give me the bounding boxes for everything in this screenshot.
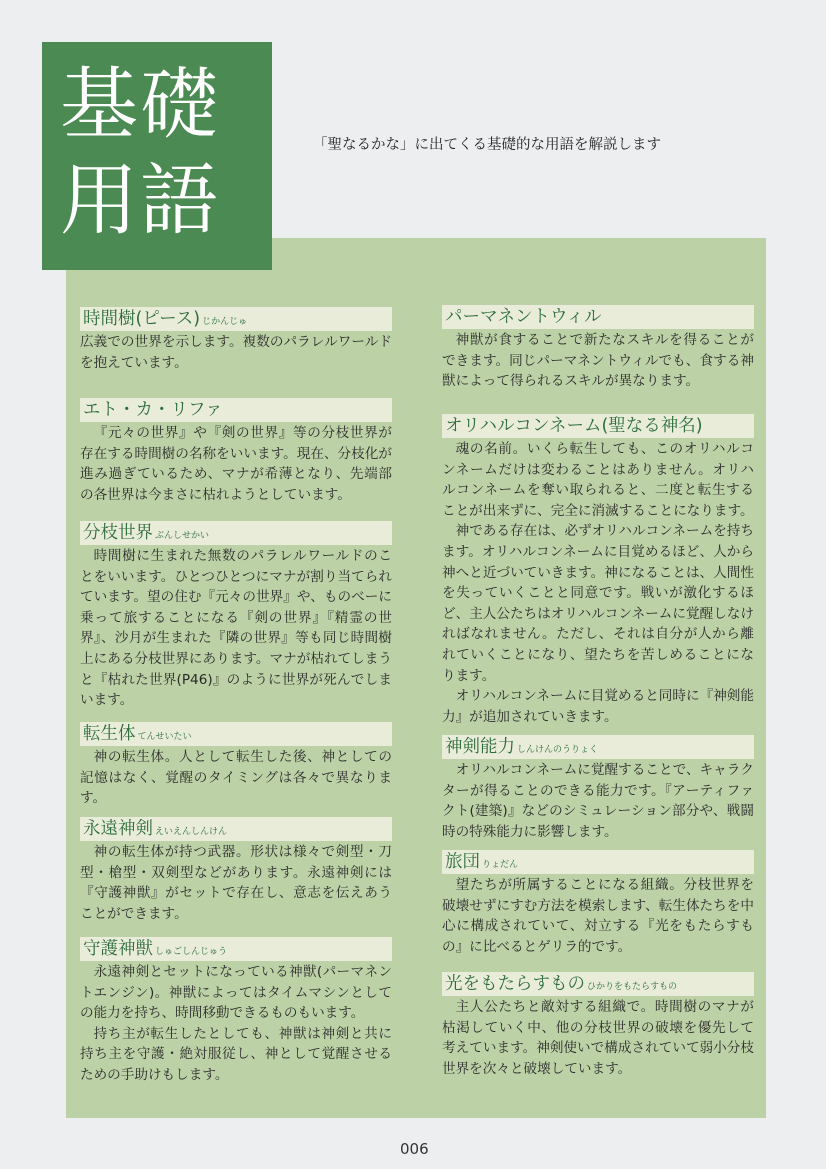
glossary-entry	[80, 817, 392, 924]
term-description: 主人公たちと敵対する組織で。時間樹のマナが枯渇していく中、他の分枝世界の破壊を優先して考えています。神剣使いで構成されていて弱小分枝世界を次々と破壊しています。	[442, 999, 754, 1077]
glossary-entry	[442, 735, 754, 842]
term-reading: しゅごしんじゅう	[155, 947, 228, 957]
term-title: 守護神獣	[83, 939, 153, 959]
glossary-entry	[442, 972, 754, 1079]
page-number: 006	[400, 1140, 429, 1158]
glossary-entry	[442, 414, 754, 727]
glossary-entry	[80, 398, 392, 505]
term-description: 神の転生体。人として転生した後、神としての記憶はなく、覚醒のタイミングは各々で異なります。	[80, 749, 392, 807]
term-reading: えいえんしんけん	[155, 827, 228, 837]
glossary-entry	[442, 305, 754, 392]
term-title: 旅団	[445, 852, 480, 872]
term-description: 永遠神剣とセットになっている神獣(パーマネントエンジン)。神獣によってはタイムマシンとしての能力を持ち、時間移動できるものもいます。	[80, 964, 392, 1022]
glossary-entry	[80, 521, 392, 711]
term-title: 分枝世界	[83, 523, 153, 543]
term-title: 永遠神剣	[83, 819, 153, 839]
term-heading	[80, 521, 392, 545]
term-title: 光をもたらすもの	[445, 974, 585, 994]
term-title: パーマネントウィル	[445, 307, 602, 327]
term-description: 広義での世界を示します。複数のパラレルワールドを抱えています。	[80, 334, 392, 371]
term-description: 望たちが所属することになる組織。分枝世界を破壊せずにすむ方法を模索します、転生体たちを中心に構成されていて、対立する『光をもたらすもの』に比べるとゲリラ的です。	[442, 877, 754, 955]
term-heading	[442, 305, 754, 329]
term-title: エト・カ・リファ	[83, 400, 223, 420]
term-reading: りょだん	[482, 860, 519, 870]
term-reading: しんけんのうりょく	[517, 745, 599, 755]
glossary-entry	[442, 850, 754, 957]
term-description: 魂の名前。いくら転生しても、このオリハルコンネームだけは変わることはありません。オリハルコンネームを奪い取られると、二度と転生することが出来ずに、完全に消滅することになります。	[442, 441, 754, 519]
term-heading	[80, 722, 392, 746]
page-title-line2: 用語	[60, 156, 221, 246]
term-reading: ぶんしせかい	[155, 531, 210, 541]
term-heading	[442, 414, 754, 438]
glossary-entry	[80, 307, 392, 373]
term-heading	[80, 307, 392, 331]
term-heading	[80, 937, 392, 961]
page-title-line1: 基礎	[60, 60, 221, 150]
term-heading	[80, 398, 392, 422]
term-title: 転生体	[83, 724, 136, 744]
glossary-entry	[80, 937, 392, 1086]
term-description: 神獣が食することで新たなスキルを得ることができます。同じパーマネントウィルでも、食する神獣によって得られるスキルが異なります。	[442, 332, 754, 390]
term-title: 時間樹(ピース)	[83, 309, 201, 329]
term-description: 神の転生体が持つ武器。形状は様々で剣型・刀型・槍型・双剣型などがあります。永遠神剣には『守護神獣』がセットで存在し、意志を伝えあうことができます。	[80, 844, 392, 922]
page-subtitle: 「聖なるかな」に出てくる基礎的な用語を解説します	[313, 137, 661, 153]
term-description: 時間樹に生まれた無数のパラレルワールドのことをいいます。ひとつひとつにマナが割り当てられています。望の住む『元々の世界』や、ものべーに乗って旅することになる『剣の世界』『精霊の世界』、沙月が生まれた『隣の世界』等も同じ時間樹上にある分枝世界にあります。マナが枯れてしまうと『枯れた世界(P46)』のように世界が死んでしまいます。	[80, 548, 392, 709]
term-reading: てんせいたい	[137, 732, 192, 742]
term-heading	[442, 850, 754, 874]
term-title: オリハルコンネーム(聖なる神名)	[445, 416, 703, 436]
term-reading: じかんじゅ	[202, 317, 248, 327]
term-heading	[442, 972, 754, 996]
term-description: 持ち主が転生したとしても、神獣は神剣と共に持ち主を守護・絶対服従し、神として覚醒させるための手助けもします。	[80, 1025, 392, 1083]
term-description: オリハルコンネームに覚醒することで、キャラクターが得ることのできる能力です。『アーティファクト(建築)』などのシミュレーション部分や、戦闘時の特殊能力に影響します。	[442, 762, 754, 840]
term-reading: ひかりをもたらすもの	[587, 982, 678, 992]
term-heading	[80, 817, 392, 841]
term-heading	[442, 735, 754, 759]
term-description: オリハルコンネームに目覚めると同時に『神剣能力』が追加されていきます。	[442, 688, 754, 725]
term-description: 神である存在は、必ずオリハルコンネームを持ちます。オリハルコンネームに目覚めるほど、人から神へと近づいていきます。神になることは、人間性を失っていくことと同意です。戦いが激化するほど、主人公たちはオリハルコンネームに覚醒しなければなれません。ただし、それは自分が人から離れていくことになり、望たちを苦しめることになります。	[442, 523, 754, 684]
term-title: 神剣能力	[445, 737, 515, 757]
term-description: 『元々の世界』や『剣の世界』等の分枝世界が存在する時間樹の名称をいいます。現在、分枝化が進み過ぎているため、マナが希薄となり、先端部の各世界は今まさに枯れようとしています。	[80, 425, 392, 503]
glossary-entry	[80, 722, 392, 809]
